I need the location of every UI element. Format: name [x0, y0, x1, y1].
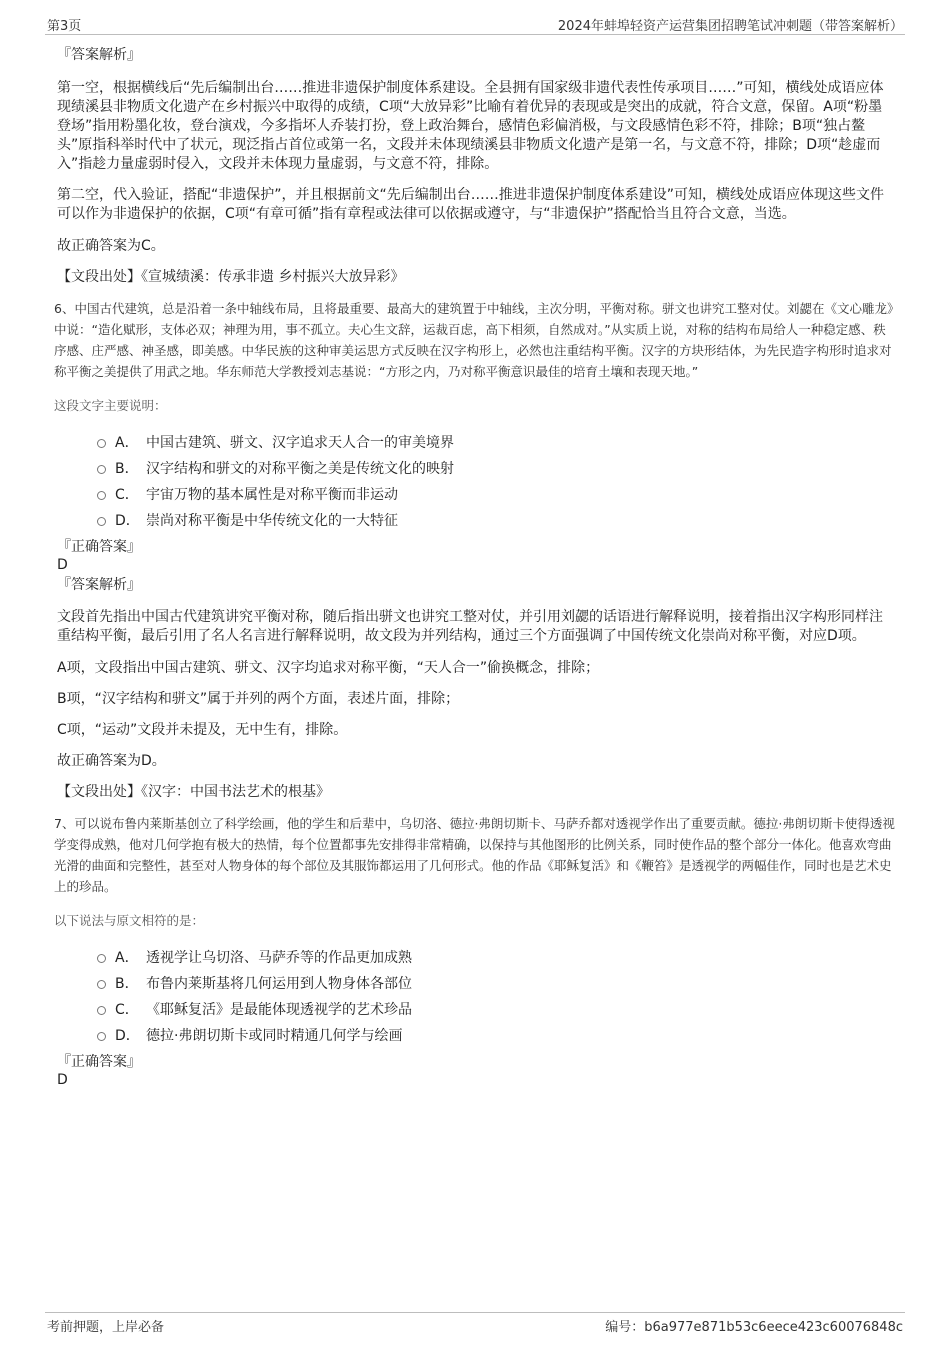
- document-body: [54, 46, 895, 1089]
- q7-options: [57, 945, 895, 1049]
- radio-icon[interactable]: [97, 1006, 106, 1015]
- q6-option-c[interactable]: C． 宇宙万物的基本属性是对称平衡而非运动: [57, 482, 895, 508]
- q6-answer: D: [57, 557, 68, 573]
- q6-option-a[interactable]: A． 中国古建筑、骈文、汉字追求天人合一的审美境界: [57, 430, 895, 456]
- q6-note-a: A项，文段指出中国古建筑、骈文、汉字均追求对称平衡，“天人合一”偷换概念，排除；: [57, 660, 600, 676]
- q5-analysis-paragraph-2: 第二空，代入验证，搭配“非遗保护”，并且根据前文“先后编制出台……推进非遗保护制度体系建设”可知，横线处成语应体现这些文件可以作为非遗保护的依据，C项“有章可循”指有章程或法律可以依据或遵守，与“非遗保护”搭配恰当且符合文意，当选。: [57, 187, 885, 222]
- footer-slogan: 考前押题，上岸必备: [47, 1320, 165, 1335]
- q6-conclusion: 故正确答案为D。: [57, 753, 166, 769]
- q7-question: 以下说法与原文相符的是：: [54, 913, 205, 928]
- radio-icon[interactable]: [97, 1032, 106, 1041]
- q5-analysis-tag: 『答案解析』: [57, 47, 141, 63]
- q6-options: [57, 430, 895, 534]
- q7-option-a[interactable]: A． 透视学让乌切洛、马萨乔等的作品更加成熟: [57, 945, 895, 971]
- q6-option-b[interactable]: B． 汉字结构和骈文的对称平衡之美是传统文化的映射: [57, 456, 895, 482]
- page-footer: [45, 1312, 905, 1337]
- document-serial: 编号：b6a977e871b53c6eece423c60076848c: [605, 1320, 903, 1335]
- radio-icon[interactable]: [97, 465, 106, 474]
- q5-source: 【文段出处】《宣城绩溪：传承非遗 乡村振兴大放异彩》: [57, 269, 405, 285]
- q6-option-d[interactable]: D． 崇尚对称平衡是中华传统文化的一大特征: [57, 508, 895, 534]
- radio-icon[interactable]: [97, 491, 106, 500]
- q5-conclusion: 故正确答案为C。: [57, 238, 165, 254]
- q6-source: 【文段出处】《汉字：中国书法艺术的根基》: [57, 784, 330, 800]
- q6-note-b: B项，“汉字结构和骈文”属于并列的两个方面，表述片面，排除；: [57, 691, 460, 707]
- q6-stem: 6、中国古代建筑，总是沿着一条中轴线布局，且将最重要、最高大的建筑置于中轴线，主次分明，平衡对称。骈文也讲究工整对仗。刘勰在《文心雕龙》中说：“造化赋形，支体必双；神理为用，事不孤立。夫心生文辞，运裁百虑，高下相须，自然成对。”从实质上说，对称的结构布局给人一种稳定感、秩序感、庄严感、神圣感，即美感。中华民族的这种审美运思方式反映在汉字构形上，必然也注重结构平衡。汉字的方块形结体，为先民造字构形时追求对称平衡之美提供了用武之地。华东师范大学教授刘志基说：“方形之内，乃对称平衡意识最佳的培育土壤和表现天地。”: [54, 301, 894, 379]
- q7-answer: D: [57, 1072, 68, 1088]
- page-header: [45, 12, 905, 35]
- q6-analysis: 文段首先指出中国古代建筑讲究平衡对称，随后指出骈文也讲究工整对仗，并引用刘勰的话语进行解释说明，接着指出汉字构形同样注重结构平衡，最后引用了名人名言进行解释说明，故文段为并列结构，通过三个方面强调了中国传统文化崇尚对称平衡，对应D项。: [57, 609, 883, 644]
- page-number: 第3页: [47, 19, 82, 34]
- q6-note-c: C项，“运动”文段并未提及，无中生有，排除。: [57, 722, 348, 738]
- q7-stem: 7、可以说布鲁内莱斯基创立了科学绘画，他的学生和后辈中，乌切洛、德拉·弗朗切斯卡、马萨乔都对透视学作出了重要贡献。德拉·弗朗切斯卡使得透视学变得成熟，他对几何学抱有极大的热情，每个位置都事先安排得非常精确，以保持与其他图形的比例关系，同时使作品的整个部分一体化。他喜欢弯曲光滑的曲面和完整性，甚至对人物身体的每个部位及其服饰都运用了几何形式。他的作品《耶稣复活》和《鞭笞》是透视学的两幅佳作，同时也是艺术史上的珍品。: [54, 816, 895, 894]
- radio-icon[interactable]: [97, 980, 106, 989]
- q6-answer-tag: 『正确答案』: [57, 539, 141, 555]
- q7-option-d[interactable]: D． 德拉·弗朗切斯卡或同时精通几何学与绘画: [57, 1023, 895, 1049]
- radio-icon[interactable]: [97, 439, 106, 448]
- q7-option-b[interactable]: B． 布鲁内莱斯基将几何运用到人物身体各部位: [57, 971, 895, 997]
- q7-option-c[interactable]: C． 《耶稣复活》是最能体现透视学的艺术珍品: [57, 997, 895, 1023]
- q5-analysis-paragraph-1: 第一空，根据横线后“先后编制出台……推进非遗保护制度体系建设。全县拥有国家级非遗代表性传承项目……”可知，横线处成语应体现绩溪县非物质文化遗产在乡村振兴中取得的成绩，C项“大放异彩”比喻有着优异的表现或是突出的成就，符合文意，保留。A项“粉墨登场”指用粉墨化妆，登台演戏，今多指坏人乔装打扮，登上政治舞台，感情色彩偏消极，与文段感情色彩不符，排除；B项“独占鳌头”原指科举时代中了状元，现泛指占首位或第一名，文段并未体现绩溪县非物质文化遗产是第一名，与文意不符，排除；D项“趁虚而入”指趁力量虚弱时侵入，文段并未体现力量虚弱，与文意不符，排除。: [57, 80, 884, 172]
- q6-question: 这段文字主要说明：: [54, 398, 167, 413]
- q6-analysis-tag: 『答案解析』: [57, 577, 141, 593]
- document-title: 2024年蚌埠轻资产运营集团招聘笔试冲刺题（带答案解析）: [557, 19, 903, 34]
- q7-answer-tag: 『正确答案』: [57, 1054, 141, 1070]
- radio-icon[interactable]: [97, 954, 106, 963]
- radio-icon[interactable]: [97, 517, 106, 526]
